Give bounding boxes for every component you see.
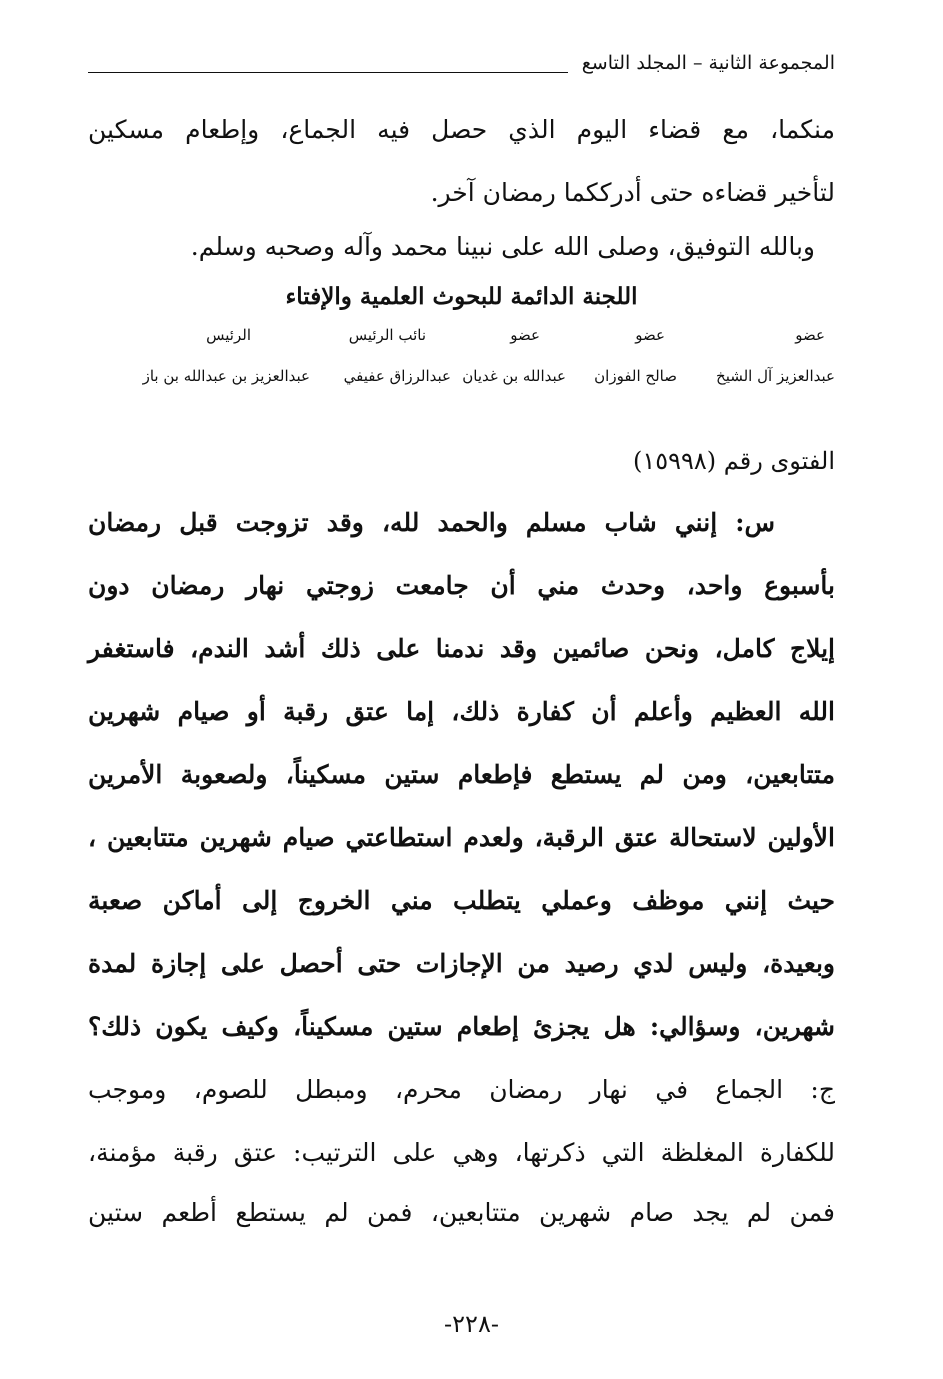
name-chairman: عبدالعزيز بن عبدالله بن باز (142, 367, 310, 385)
name-member-1: عبدالعزيز آل الشيخ (716, 367, 835, 385)
header-rule (88, 72, 568, 73)
question-line-8: وبعيدة، وليس لدي رصيد من الإجازات حتى أحصل على إجازة لمدة (88, 949, 835, 978)
role-member-3: عضو (510, 326, 540, 344)
question-line-3: إيلاج كامل، ونحن صائمين وقد ندمنا على ذلك أشد الندم، فاستغفر (88, 634, 835, 663)
role-member-1: عضو (795, 326, 825, 344)
committee-title: اللجنة الدائمة للبحوث العلمية والإفتاء (285, 283, 638, 310)
name-member-2: صالح الفوزان (594, 367, 677, 385)
fatwa-number-heading: الفتوى رقم (١٥٩٩٨) (632, 447, 835, 475)
name-member-3: عبدالله بن غديان (462, 367, 566, 385)
question-line-5: متتابعين، ومن لم يستطع فإطعام ستين مسكيناً، ولصعوبة الأمرين (88, 760, 835, 789)
closing-prayer: وبالله التوفيق، وصلى الله على نبينا محمد وآله وصحبه وسلم. (190, 232, 815, 261)
role-deputy-chairman: نائب الرئيس (348, 326, 426, 344)
answer-line-1: ج: الجماع في نهار رمضان محرم، ومبطل للصوم، وموجب (88, 1075, 835, 1104)
name-deputy-chairman: عبدالرزاق عفيفي (343, 367, 451, 385)
role-member-2: عضو (635, 326, 665, 344)
question-line-4: الله العظيم وأعلم أن كفارة ذلك، إما عتق رقبة أو صيام شهرين (88, 697, 835, 726)
question-line-9: شهرين، وسؤالي: هل يجزئ إطعام ستين مسكيناً، وكيف يكون ذلك؟ (88, 1012, 835, 1041)
running-header: المجموعة الثانية – المجلد التاسع (581, 52, 835, 74)
role-chairman: الرئيس (206, 326, 251, 344)
question-line-2: بأسبوع واحد، وحدث مني أن جامعت زوجتي نهار رمضان دون (88, 571, 835, 600)
previous-answer-line-1: منكما، مع قضاء اليوم الذي حصل فيه الجماع، وإطعام مسكين (88, 115, 835, 144)
previous-answer-line-2: لتأخير قضاءه حتى أدرككما رمضان آخر. (430, 178, 835, 207)
question-line-7: حيث إنني موظف وعملي يتطلب مني الخروج إلى أماكن صعبة (88, 886, 835, 915)
question-line-6: الأولين لاستحالة عتق الرقبة، ولعدم استطاعتي صيام شهرين متتابعين ، (88, 823, 835, 852)
answer-line-2: للكفارة المغلظة التي ذكرتها، وهي على الترتيب: عتق رقبة مؤمنة، (88, 1138, 835, 1167)
page-number: -٢٢٨- (444, 1310, 499, 1338)
answer-line-3: فمن لم يجد صام شهرين متتابعين، فمن لم يستطع أطعم ستين (88, 1198, 835, 1227)
question-line-1: س: إنني شاب مسلم والحمد لله، وقد تزوجت قبل رمضان (88, 508, 775, 537)
